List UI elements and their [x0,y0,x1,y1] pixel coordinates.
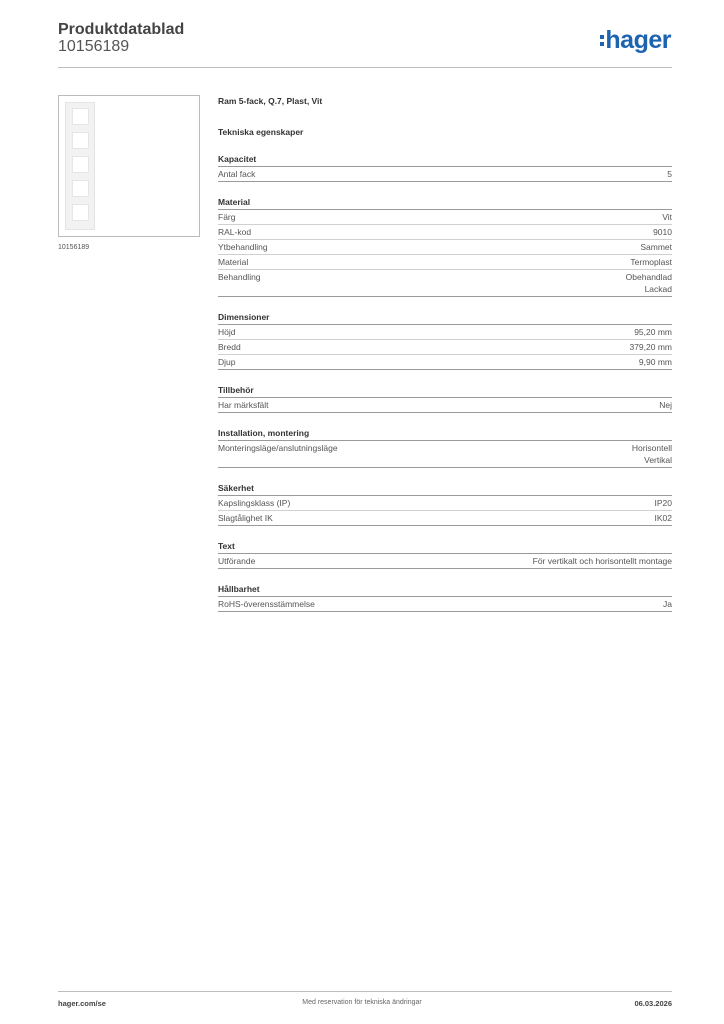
spec-label: RAL-kod [218,227,252,237]
spec-value [634,326,672,338]
spec-label: Djup [218,357,236,367]
footer-website: hager.com/se [58,999,106,1008]
product-name: Ram 5-fack, Q.7, Plast, Vit [218,96,323,106]
frame-slot [72,180,89,197]
spec-value-line: 95,20 mm [634,327,672,337]
spec-label: Material [218,257,249,267]
spec-value [626,271,672,295]
spec-row [218,225,672,240]
spec-value [639,356,672,368]
frame-illustration [65,102,95,230]
footer-date: 06.03.2026 [634,999,672,1008]
spec-label: Antal fack [218,169,256,179]
spec-row [218,210,672,225]
spec-value-line: Vertikal [644,455,672,465]
spec-label: Ytbehandling [218,242,268,252]
logo-colon-icon [600,35,604,49]
spec-row [218,554,672,569]
spec-label: Har märksfält [218,400,269,410]
spec-value-line: Sammet [640,242,672,252]
section-title: Säkerhet [218,482,672,496]
spec-label: Slagtålighet IK [218,513,273,523]
spec-content [218,95,672,612]
spec-row [218,325,672,340]
spec-row [218,240,672,255]
image-caption: 10156189 [58,244,90,251]
spec-value-line: Horisontell [631,443,672,453]
spec-row [218,340,672,355]
page-title: Produktdatablad [58,21,185,38]
spec-value-line: Lackad [644,284,672,294]
spec-value-line: IK02 [654,513,672,523]
spec-value-line: IP20 [654,498,672,508]
spec-value [662,211,672,223]
section-title: Text [218,540,672,554]
spec-value [640,241,672,253]
logo-text: hager [605,26,671,54]
spec-label: RoHS-överensstämmelse [218,599,315,609]
frame-slot [72,108,89,125]
spec-value-line: Ja [663,599,672,609]
section-title: Hållbarhet [218,583,672,597]
spec-value [655,512,673,524]
hager-logo [600,28,671,53]
article-number: 10156189 [58,38,130,55]
spec-value-line: 9010 [653,227,672,237]
spec-row [218,496,672,511]
spec-value [629,341,672,353]
spec-value [632,442,672,466]
header-divider [58,67,672,68]
product-image [58,95,200,237]
spec-row [218,270,672,297]
frame-slot [72,132,89,149]
spec-value [533,555,672,567]
spec-row [218,441,672,468]
spec-label: Monteringsläge/anslutningsläge [218,443,338,453]
spec-value-line: 379,20 mm [629,342,672,352]
spec-value-line: Vit [662,212,672,222]
spec-label: Bredd [218,342,241,352]
spec-label: Behandling [218,272,261,282]
spec-label: Kapslingsklass (IP) [218,498,291,508]
section-title: Installation, montering [218,427,672,441]
spec-value [630,256,672,268]
footer-disclaimer: Med reservation för tekniska ändringar [302,999,422,1006]
spec-label: Utförande [218,556,256,566]
frame-slot [72,204,89,221]
spec-row [218,511,672,526]
spec-label: Färg [218,212,236,222]
section-title: Dimensioner [218,311,672,325]
spec-value [653,226,672,238]
spec-sections [218,153,672,612]
spec-value-line: Termoplast [630,257,672,267]
section-title: Kapacitet [218,153,672,167]
spec-value-line: Obehandlad [625,272,672,282]
footer-divider [58,991,672,992]
spec-value-line: Nej [659,400,672,410]
section-title: Tillbehör [218,384,672,398]
spec-heading: Tekniska egenskaper [218,127,304,137]
spec-row [218,597,672,612]
frame-slot [72,156,89,173]
spec-value-line: 5 [667,169,672,179]
spec-value [659,399,672,411]
spec-label: Höjd [218,327,236,337]
spec-row [218,255,672,270]
spec-row [218,167,672,182]
spec-value-line: 9,90 mm [638,357,672,367]
spec-row [218,398,672,413]
section-title: Material [218,196,672,210]
spec-value [655,497,673,509]
spec-value [667,168,672,180]
spec-row [218,355,672,370]
spec-value-line: För vertikalt och horisontellt montage [532,556,672,566]
spec-value [663,598,672,610]
